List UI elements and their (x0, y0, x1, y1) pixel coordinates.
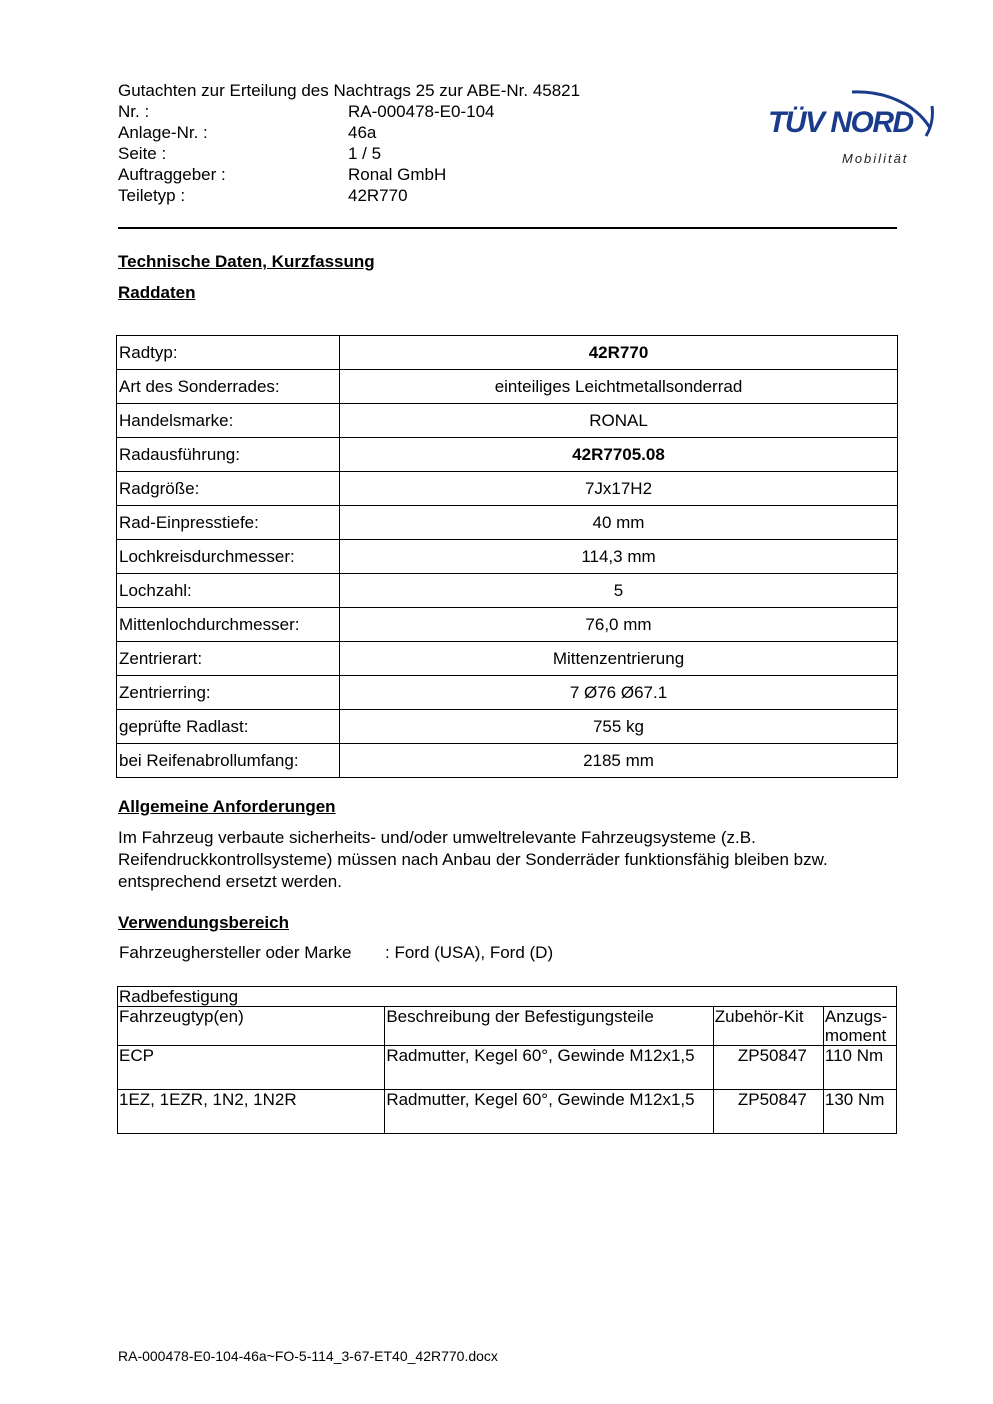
table-row (117, 404, 898, 438)
row-key: Zentrierring: (117, 676, 340, 710)
footer-filename: RA-000478-E0-104-46a~FO-5-114_3-67-ET40_42R770.docx (118, 1348, 498, 1364)
table-row (117, 438, 898, 472)
column-header: Anzugs-moment (823, 1007, 896, 1046)
row-value: einteiliges Leichtmetallsonderrad (340, 370, 898, 404)
header-label: Nr. : (118, 102, 150, 121)
table-row (117, 574, 898, 608)
row-value: 7Jx17H2 (340, 472, 898, 506)
row-key: Rad-Einpresstiefe: (117, 506, 340, 540)
allgemein-paragraph: Im Fahrzeug verbaute sicherheits- und/oder umweltrelevante Fahrzeugsysteme (z.B. Reifendruckkontrollsysteme) müssen nach Anbau der Sonderräder funktionsfähig bleiben bzw. entsprechend ersetzt werden. (118, 828, 828, 891)
fastening-table (117, 986, 897, 1134)
table-row (117, 506, 898, 540)
cell-vehicle-type: ECP (118, 1046, 385, 1090)
section-heading-tech: Technische Daten, Kurzfassung (118, 252, 375, 271)
row-key: Radausführung: (117, 438, 340, 472)
header-value: 42R770 (348, 186, 408, 205)
table-row (117, 336, 898, 370)
header-value: RA-000478-E0-104 (348, 102, 495, 121)
table-row (117, 744, 898, 778)
row-key: Handelsmarke: (117, 404, 340, 438)
header-value: 1 / 5 (348, 144, 382, 163)
wheel-data-table (116, 335, 898, 778)
table-row (117, 608, 898, 642)
row-value: 2185 mm (340, 744, 898, 778)
cell-torque: 130 Nm (823, 1090, 896, 1134)
header-row-anlage (118, 122, 580, 143)
header-label: Anlage-Nr. : (118, 123, 208, 142)
row-key: bei Reifenabrollumfang: (117, 744, 340, 778)
row-key: Zentrierart: (117, 642, 340, 676)
row-key: geprüfte Radlast: (117, 710, 340, 744)
row-key: Art des Sonderrades: (117, 370, 340, 404)
table-row (117, 540, 898, 574)
header-label: Auftraggeber : (118, 165, 226, 184)
cell-kit: ZP50847 (713, 1090, 823, 1134)
row-value: 42R770 (340, 336, 898, 370)
row-value: 755 kg (340, 710, 898, 744)
table-row (117, 710, 898, 744)
header-label: Seite : (118, 144, 167, 163)
section-heading-raddaten: Raddaten (118, 283, 196, 302)
row-value: RONAL (340, 404, 898, 438)
section-heading-verwendung: Verwendungsbereich (118, 913, 289, 932)
column-header: Zubehör-Kit (713, 1007, 823, 1046)
row-key: Lochzahl: (117, 574, 340, 608)
header-divider (118, 227, 897, 229)
row-value: Mittenzentrierung (340, 642, 898, 676)
table-row (118, 1090, 897, 1134)
cell-kit: ZP50847 (713, 1046, 823, 1090)
cell-description: Radmutter, Kegel 60°, Gewinde M12x1,5 (385, 1090, 713, 1134)
manufacturer-value: : Ford (USA), Ford (D) (385, 943, 554, 962)
row-value: 114,3 mm (340, 540, 898, 574)
header-row-nr (118, 101, 580, 122)
header-label: Teiletyp : (118, 186, 186, 205)
row-key: Mittenlochdurchmesser: (117, 608, 340, 642)
header-row-auftraggeber (118, 164, 580, 185)
logo-subtitle: Mobilität (842, 151, 909, 166)
table-title-row (118, 987, 897, 1007)
cell-description: Radmutter, Kegel 60°, Gewinde M12x1,5 (385, 1046, 713, 1090)
tuv-nord-logo (760, 56, 945, 171)
row-key: Lochkreisdurchmesser: (117, 540, 340, 574)
section-heading-allgemein: Allgemeine Anforderungen (118, 797, 336, 816)
document-header (118, 80, 580, 206)
row-value: 7 Ø76 Ø67.1 (340, 676, 898, 710)
cell-torque: 110 Nm (823, 1046, 896, 1090)
header-value: Ronal GmbH (348, 165, 447, 184)
table-title: Radbefestigung (118, 987, 897, 1007)
table-row (118, 1046, 897, 1090)
manufacturer-line (119, 943, 553, 963)
column-header: Fahrzeugtyp(en) (118, 1007, 385, 1046)
row-key: Radtyp: (117, 336, 340, 370)
manufacturer-label: Fahrzeughersteller oder Marke (119, 943, 352, 962)
column-header: Beschreibung der Befestigungsteile (385, 1007, 713, 1046)
header-value: 46a (348, 123, 377, 142)
table-row (117, 472, 898, 506)
cell-vehicle-type: 1EZ, 1EZR, 1N2, 1N2R (118, 1090, 385, 1134)
header-row-seite (118, 143, 580, 164)
logo-brand: TÜV NORD (768, 106, 913, 139)
row-value: 42R7705.08 (340, 438, 898, 472)
table-row (117, 370, 898, 404)
row-value: 40 mm (340, 506, 898, 540)
row-key: Radgröße: (117, 472, 340, 506)
table-row (117, 642, 898, 676)
table-header-row (118, 1007, 897, 1046)
table-row (117, 676, 898, 710)
document-title: Gutachten zur Erteilung des Nachtrags 25 zur ABE-Nr. 45821 (118, 81, 581, 100)
row-value: 5 (340, 574, 898, 608)
row-value: 76,0 mm (340, 608, 898, 642)
header-row-teiletyp (118, 185, 580, 206)
